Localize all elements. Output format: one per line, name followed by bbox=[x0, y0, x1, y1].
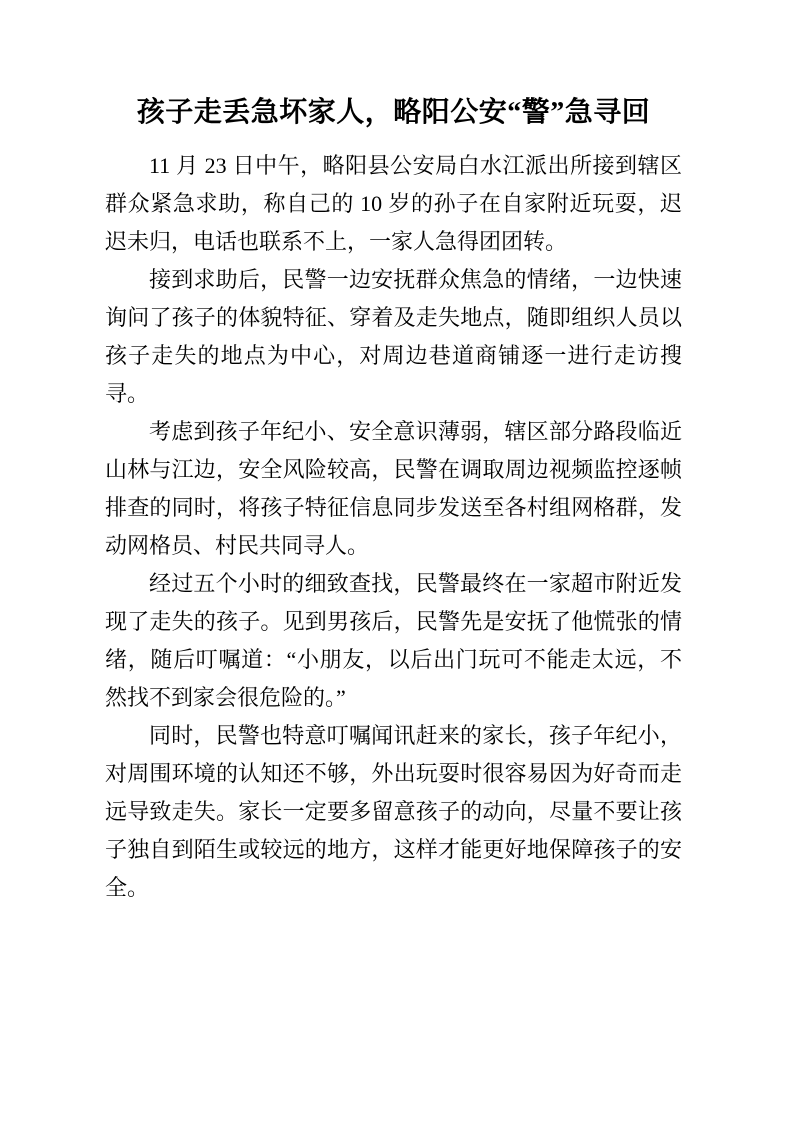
paragraph-5: 同时，民警也特意叮嘱闻讯赶来的家长，孩子年纪小，对周围环境的认知还不够，外出玩耍时很容易因为好奇而走远导致走失。家长一定要多留意孩子的动向，尽量不要让孩子独自到陌生或较远的地方，这样才能更好地保障孩子的安全。 bbox=[105, 723, 682, 900]
document-content bbox=[105, 94, 682, 907]
document-title: 孩子走丢急坏家人，略阳公安“警”急寻回 bbox=[136, 97, 651, 128]
paragraph-2: 接到求助后，民警一边安抚群众焦急的情绪，一边快速询问了孩子的体貌特征、穿着及走失地点，随即组织人员以孩子走失的地点为中心，对周边巷道商铺逐一进行走访搜寻。 bbox=[105, 267, 682, 406]
paragraph-4: 经过五个小时的细致查找，民警最终在一家超市附近发现了走失的孩子。见到男孩后，民警先是安抚了他慌张的情绪，随后叮嘱道：“小朋友，以后出门玩可不能走太远，不然找不到家会很危险的。” bbox=[105, 571, 682, 710]
paragraph-1: 11 月 23 日中午，略阳县公安局白水江派出所接到辖区群众紧急求助，称自己的 10 岁的孙子在自家附近玩耍，迟迟未归，电话也联系不上，一家人急得团团转。 bbox=[105, 153, 682, 254]
document-body bbox=[105, 147, 682, 907]
paragraph-3: 考虑到孩子年纪小、安全意识薄弱，辖区部分路段临近山林与江边，安全风险较高，民警在调取周边视频监控逐帧排查的同时，将孩子特征信息同步发送至各村组网格群，发动网格员、村民共同寻人。 bbox=[105, 419, 682, 558]
